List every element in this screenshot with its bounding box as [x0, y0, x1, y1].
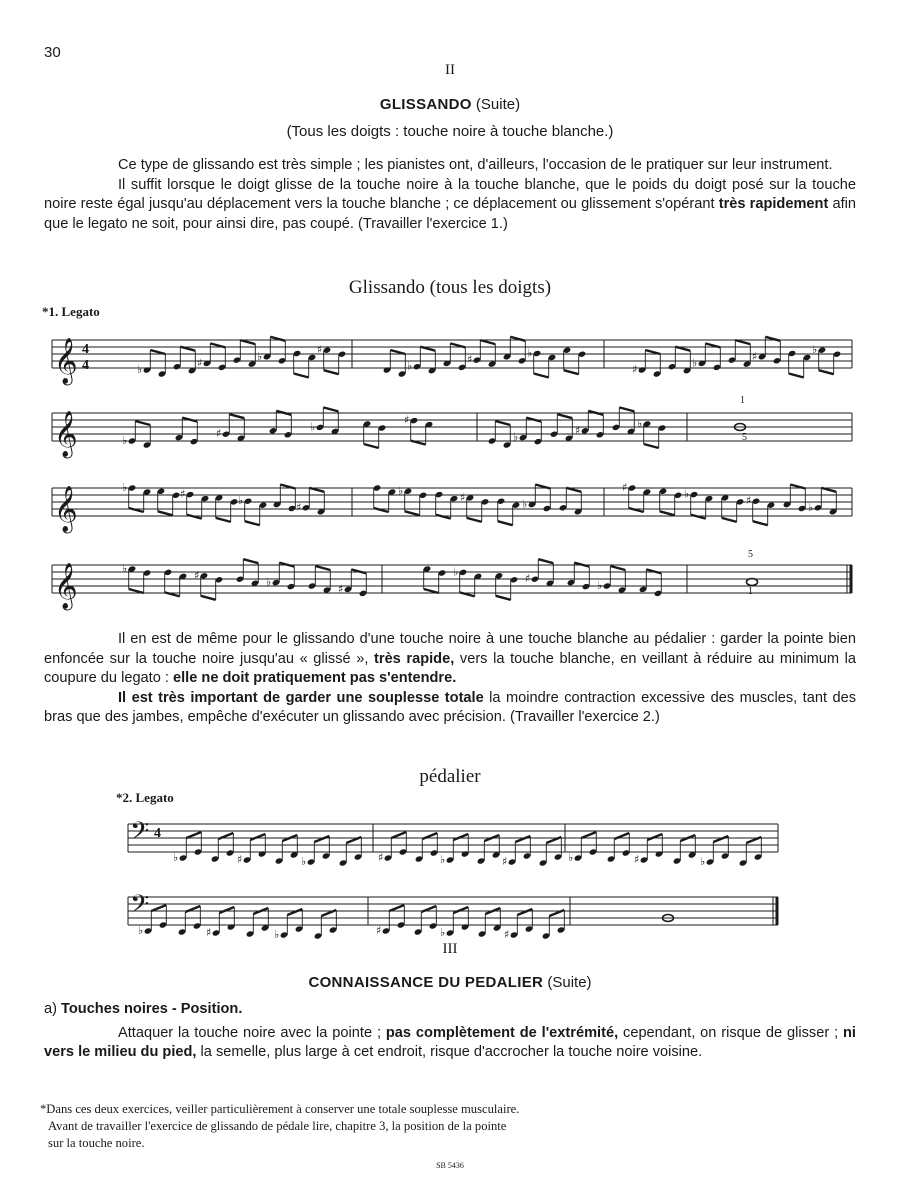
accidental-icon: ♯ — [467, 353, 473, 367]
accidental-icon: ♯ — [525, 572, 531, 586]
pedal-p1-a: Il en est de même pour le glissando d'une touche noire à une touche blanche au pédalier : garder la pointe bien enfoncée sur la touche noire jusqu'au « glissé », — [44, 631, 856, 667]
accidental-icon: ♭ — [122, 434, 128, 447]
exercise-1-staff-line-2 — [52, 407, 852, 457]
note-beam — [424, 589, 439, 593]
treble-clef-icon: 𝄞 — [54, 486, 78, 532]
accidental-icon: ♭ — [568, 851, 574, 864]
note-beam — [610, 566, 625, 570]
section-title-bold: CONNAISSANCE DU PEDALIER — [308, 974, 544, 991]
intro-paragraph-1: Ce type de glissando est très simple ; les pianistes ont, d'ailleurs, l'occasion de le pratiquer sur leur instrument. — [118, 157, 833, 173]
accidental-icon: ♯ — [746, 494, 752, 508]
note-beam — [538, 559, 553, 563]
time-signature-bottom: 4 — [82, 358, 89, 373]
position-p-bold-2: ni vers le milieu du pied, — [44, 1024, 856, 1060]
intro-p2-text-c: afin que le legato ne soit, pour ainsi dire, pas coupé. (Travailler l'exercice 1.) — [44, 196, 856, 232]
accidental-icon: ♯ — [194, 568, 200, 582]
bass-clef-icon: 𝄢 — [130, 890, 150, 925]
section-roman-numeral: II — [445, 62, 455, 78]
note-beam — [364, 444, 379, 448]
accidental-icon: ♯ — [317, 343, 323, 357]
position-p-a: Attaquer la touche noire avec la pointe ; — [118, 1024, 386, 1041]
note-beam — [722, 518, 737, 522]
accidental-icon: ♯ — [752, 349, 758, 363]
intro-paragraph-2 — [44, 176, 856, 235]
accidental-icon: ♭ — [453, 565, 459, 579]
note-beam — [498, 521, 513, 525]
accidental-icon: ♭ — [692, 356, 698, 370]
time-signature-top: 4 — [154, 826, 161, 841]
note-beam — [819, 370, 834, 374]
note-beam — [391, 832, 406, 838]
note-beam — [436, 515, 451, 519]
treble-clef-icon: 𝄞 — [54, 338, 78, 384]
note-beam — [453, 907, 468, 913]
exercise-1-title: Glissando (tous les doigts) — [348, 277, 552, 298]
time-signature-top: 4 — [82, 342, 89, 357]
accidental-icon: ♯ — [296, 500, 302, 514]
position-paragraph — [44, 1024, 856, 1063]
accidental-icon: ♭ — [597, 579, 603, 592]
note-beam — [287, 909, 302, 915]
position-p-e: la semelle, plus large à cet endroit, risque d'accrocher la touche noire voisine. — [196, 1044, 703, 1060]
note-beam — [753, 521, 768, 525]
pedal-text — [44, 630, 856, 728]
accidental-icon: ♯ — [237, 853, 243, 866]
whole-note — [747, 579, 758, 586]
section-title — [0, 974, 900, 991]
pedal-p1-bold-2: elle ne doit pratiquement pas s'entendre. — [173, 670, 457, 686]
accidental-icon: ♭ — [137, 363, 143, 376]
accidental-icon: ♭ — [522, 497, 528, 511]
accidental-icon: ♭ — [122, 562, 128, 575]
note-beam — [480, 340, 495, 344]
note-beam — [517, 909, 532, 915]
note-beam — [129, 589, 144, 593]
note-beam — [646, 569, 661, 573]
note-beam — [581, 832, 596, 838]
note-beam — [735, 340, 750, 344]
note-beam — [564, 370, 579, 374]
note-beam — [351, 569, 366, 573]
accidental-icon: ♭ — [257, 349, 263, 363]
accidental-icon: ♯ — [622, 481, 628, 494]
section-title-bold: GLISSANDO — [379, 96, 472, 113]
note-beam — [789, 374, 804, 378]
accidental-icon: ♭ — [700, 855, 706, 868]
fingering-bottom: 5 — [742, 432, 747, 443]
accidental-icon: ♭ — [637, 417, 643, 430]
note-beam — [187, 515, 202, 519]
accidental-icon: ♯ — [575, 423, 581, 437]
note-beam — [250, 834, 265, 840]
accidental-icon: ♭ — [138, 924, 144, 937]
intro-p2-bold: très rapidement — [718, 196, 829, 212]
exercise-1-staff-line-4 — [52, 559, 852, 609]
pedal-p2-text: la moindre contraction excessive des muscles, tant des bras que des jambes, empêche d'exécuter un glissando avec précision. (Travailler l'exercice 2.) — [44, 689, 856, 725]
accidental-icon: ♭ — [440, 926, 446, 939]
accidental-icon: ♯ — [338, 582, 344, 596]
treble-clef-icon: 𝄞 — [54, 563, 78, 609]
fingering-top: 1 — [740, 395, 745, 406]
note-beam — [324, 370, 339, 374]
exercise-1-staff-line-1 — [52, 334, 852, 384]
accidental-icon: ♯ — [502, 855, 508, 868]
note-beam — [135, 421, 150, 425]
section-subtitle: (Tous les doigts : touche noire à touche blanche.) — [286, 123, 614, 140]
accidental-icon: ♯ — [404, 413, 410, 427]
section-roman-numeral: III — [442, 941, 458, 957]
treble-clef-icon: 𝄞 — [54, 411, 78, 457]
note-beam — [647, 834, 662, 840]
note-beam — [243, 559, 258, 563]
note-beam — [496, 596, 511, 600]
accidental-icon: ♭ — [684, 487, 690, 501]
note-beam — [534, 374, 549, 378]
accidental-icon: ♯ — [376, 924, 382, 937]
accidental-icon: ♭ — [440, 853, 446, 866]
accidental-icon: ♯ — [206, 926, 212, 939]
accidental-icon: ♯ — [460, 490, 466, 504]
note-beam — [158, 511, 173, 515]
accidental-icon: ♭ — [812, 343, 818, 357]
note-beam — [150, 350, 165, 354]
exercise-2-title: pédalier — [419, 766, 481, 787]
exercise-2-staff-line-2 — [128, 890, 778, 941]
note-beam — [405, 511, 420, 515]
note-beam — [229, 414, 244, 418]
footnote — [40, 1101, 860, 1152]
note-beam — [691, 515, 706, 519]
bass-clef-icon: 𝄢 — [130, 817, 150, 852]
pedal-p2-bold: Il est très important de garder une souplesse totale — [118, 689, 484, 706]
section-title-suffix: (Suite) — [471, 96, 521, 113]
note-beam — [644, 444, 659, 448]
note-beam — [201, 596, 216, 600]
footnote-line-3: sur la touche noire. — [48, 1136, 145, 1150]
note-beam — [495, 421, 510, 425]
accidental-icon: ♭ — [301, 855, 307, 868]
accidental-icon: ♭ — [398, 484, 404, 498]
position-p-bold-1: pas complètement de l'extrémité, — [385, 1024, 619, 1041]
position-sub-prefix: a) — [44, 1001, 62, 1017]
accidental-icon: ♯ — [504, 928, 510, 941]
accidental-icon: ♯ — [197, 356, 203, 370]
intro-text — [44, 156, 856, 234]
note-beam — [453, 834, 468, 840]
exercise-2-staff-line-1 — [128, 817, 778, 868]
accidental-icon: ♭ — [527, 346, 533, 360]
section-title-suffix: (Suite) — [543, 974, 592, 991]
note-beam — [515, 836, 530, 842]
note-beam — [713, 836, 728, 842]
catalog-number: SB 5436 — [436, 1161, 464, 1170]
accidental-icon: ♭ — [173, 851, 179, 864]
position-sub-bold: Touches noires - Position. — [61, 1001, 243, 1017]
accidental-icon: ♯ — [634, 853, 640, 866]
position-text — [44, 1000, 856, 1063]
footnote-line-1: *Dans ces deux exercices, veiller particulièrement à conserver une totale souplesse musculaire. — [40, 1102, 520, 1116]
accidental-icon: ♭ — [808, 500, 814, 514]
note-beam — [245, 521, 260, 525]
note-beam — [240, 340, 255, 344]
note-beam — [645, 350, 660, 354]
note-beam — [467, 518, 482, 522]
position-subheading — [44, 1000, 856, 1020]
fingering-bottom: 1 — [748, 586, 753, 597]
note-beam — [216, 518, 231, 522]
section-title — [0, 96, 900, 113]
note-beam — [660, 511, 675, 515]
pedal-paragraph-2 — [44, 689, 856, 728]
note-beam — [314, 836, 329, 842]
fingering-top: 5 — [748, 549, 753, 560]
exercise-1-label: *1. Legato — [42, 304, 100, 319]
accidental-icon: ♯ — [216, 427, 222, 441]
note-beam — [323, 407, 338, 411]
pedal-paragraph-1 — [44, 630, 856, 689]
accidental-icon: ♭ — [238, 494, 244, 508]
exercise-1-staff-line-3 — [52, 481, 852, 532]
note-beam — [186, 832, 201, 838]
note-beam — [390, 350, 405, 354]
intro-p2-text-a: Il suffit lorsque le doigt glisse de la touche noire à la touche blanche, que le poids du doigt posé sur la touche noire reste égal jusqu'au déplacement vers la touche blanche ; ce déplacement ou glissement s'opérant — [44, 176, 856, 212]
note-beam — [389, 905, 404, 911]
footnote-line-2: Avant de travailler l'exercice de glissando de pédale lire, chapitre 3, la position de la pointe — [48, 1119, 507, 1133]
accidental-icon: ♭ — [310, 420, 316, 434]
note-beam — [151, 905, 166, 911]
note-beam — [294, 374, 309, 378]
note-beam — [557, 414, 572, 418]
accidental-icon: ♭ — [513, 430, 519, 444]
accidental-icon: ♯ — [180, 487, 186, 501]
page-number: 30 — [44, 44, 61, 61]
accidental-icon: ♯ — [632, 363, 638, 376]
note-beam — [315, 566, 330, 570]
pedal-p1-bold-1: très rapide, — [374, 650, 455, 667]
accidental-icon: ♯ — [378, 851, 384, 864]
accidental-icon: ♭ — [274, 928, 280, 941]
accidental-icon: ♭ — [407, 359, 413, 373]
accidental-icon: ♭ — [266, 575, 272, 589]
pedal-p1-c: vers la touche blanche, en veillant à réduire au minimum la coupure du legato : — [44, 650, 856, 686]
position-p-c: cependant, on risque de glisser ; — [618, 1024, 844, 1041]
note-beam — [219, 907, 234, 913]
note-beam — [619, 407, 634, 411]
accidental-icon: ♭ — [122, 481, 128, 494]
exercise-2-label: *2. Legato — [116, 790, 174, 805]
